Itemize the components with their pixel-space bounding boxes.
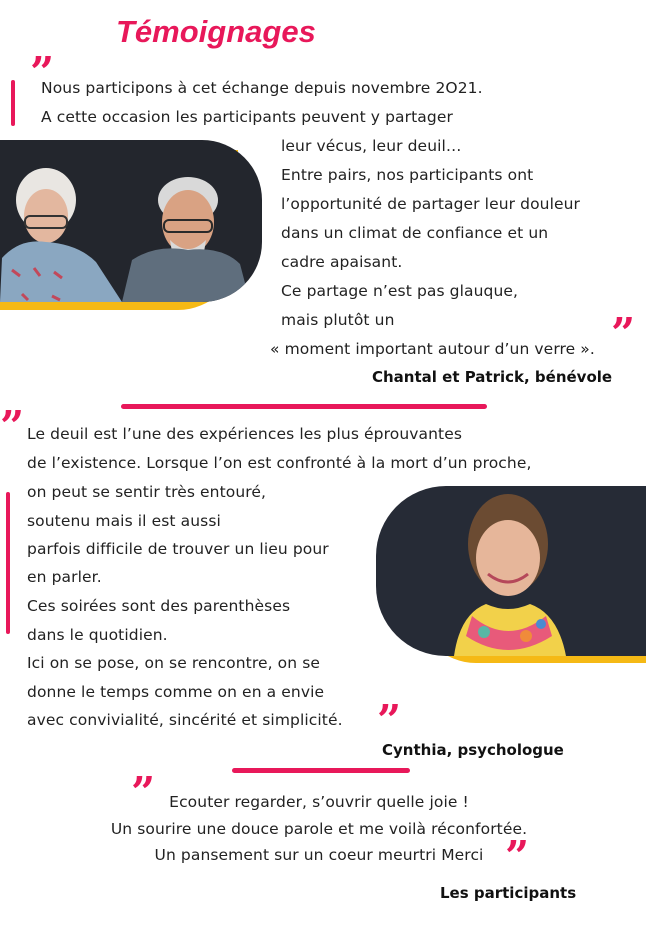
testimonial-2-line: on peut se sentir très entouré, bbox=[27, 483, 267, 501]
portrait-woman bbox=[376, 486, 646, 656]
testimonial-1-line: A cette occasion les participants peuvent y partager bbox=[41, 108, 453, 126]
testimonial-1-line: Entre pairs, nos participants ont bbox=[281, 166, 534, 184]
testimonial-2-line: Ici on se pose, on se rencontre, on se bbox=[27, 654, 321, 672]
testimonial-2-line: Le deuil est l’une des expériences les plus éprouvantes bbox=[27, 425, 463, 443]
testimonial-2-line: soutenu mais il est aussi bbox=[27, 512, 221, 530]
testimonial-1-line: « moment important autour d’un verre ». bbox=[270, 340, 595, 358]
testimonial-2-line: parfois difficile de trouver un lieu pour bbox=[27, 540, 329, 558]
testimonial-1-line: Ce partage n’est pas glauque, bbox=[281, 282, 519, 300]
photo-frame bbox=[376, 486, 646, 656]
photo-chantal-patrick bbox=[0, 140, 265, 312]
accent-bar bbox=[6, 492, 10, 634]
quotation-mark-icon: ” bbox=[377, 696, 398, 745]
testimonial-1-line: mais plutôt un bbox=[281, 311, 395, 329]
quotation-mark-icon: ” bbox=[611, 309, 632, 358]
testimonial-2-line: de l’existence. Lorsque l’on est confronté à la mort d’un proche, bbox=[27, 454, 532, 472]
photo-frame bbox=[0, 140, 262, 302]
testimonial-2-line: en parler. bbox=[27, 568, 102, 586]
accent-bar bbox=[11, 80, 15, 126]
testimonial-3-line: Un sourire une douce parole et me voilà réconfortée. bbox=[110, 820, 528, 838]
testimonial-1-signature: Chantal et Patrick, bénévole bbox=[372, 368, 613, 386]
testimonial-1-line: cadre apaisant. bbox=[281, 253, 403, 271]
testimonial-1-line: l’opportunité de partager leur douleur bbox=[281, 195, 581, 213]
testimonial-2-line: dans le quotidien. bbox=[27, 626, 168, 644]
section-divider bbox=[232, 768, 410, 773]
portrait-couple bbox=[0, 140, 262, 302]
testimonial-2-line: donne le temps comme on en a envie bbox=[27, 683, 325, 701]
photo-cynthia bbox=[376, 486, 646, 666]
testimonial-1-line: dans un climat de confiance et un bbox=[281, 224, 549, 242]
testimonial-3-line: Un pansement sur un coeur meurtri Merci bbox=[154, 846, 484, 864]
testimonial-3-line: Ecouter regarder, s’ouvrir quelle joie ! bbox=[169, 793, 469, 811]
testimonial-2-signature: Cynthia, psychologue bbox=[382, 741, 564, 759]
testimonial-1-line: Nous participons à cet échange depuis novembre 2O21. bbox=[41, 79, 483, 97]
testimonial-3-signature: Les participants bbox=[440, 884, 577, 902]
quotation-mark-icon: ” bbox=[505, 832, 526, 881]
page-title: Témoignages bbox=[116, 14, 316, 49]
quotation-mark-icon: ” bbox=[30, 48, 51, 97]
testimonial-2-line: Ces soirées sont des parenthèses bbox=[27, 597, 291, 615]
testimonial-1-line: leur vécus, leur deuil… bbox=[281, 137, 462, 155]
testimonial-2-line: avec convivialité, sincérité et simplicité. bbox=[27, 711, 343, 729]
quotation-mark-icon: ” bbox=[131, 768, 152, 817]
quotation-mark-icon: ” bbox=[0, 402, 21, 451]
section-divider bbox=[121, 404, 487, 409]
